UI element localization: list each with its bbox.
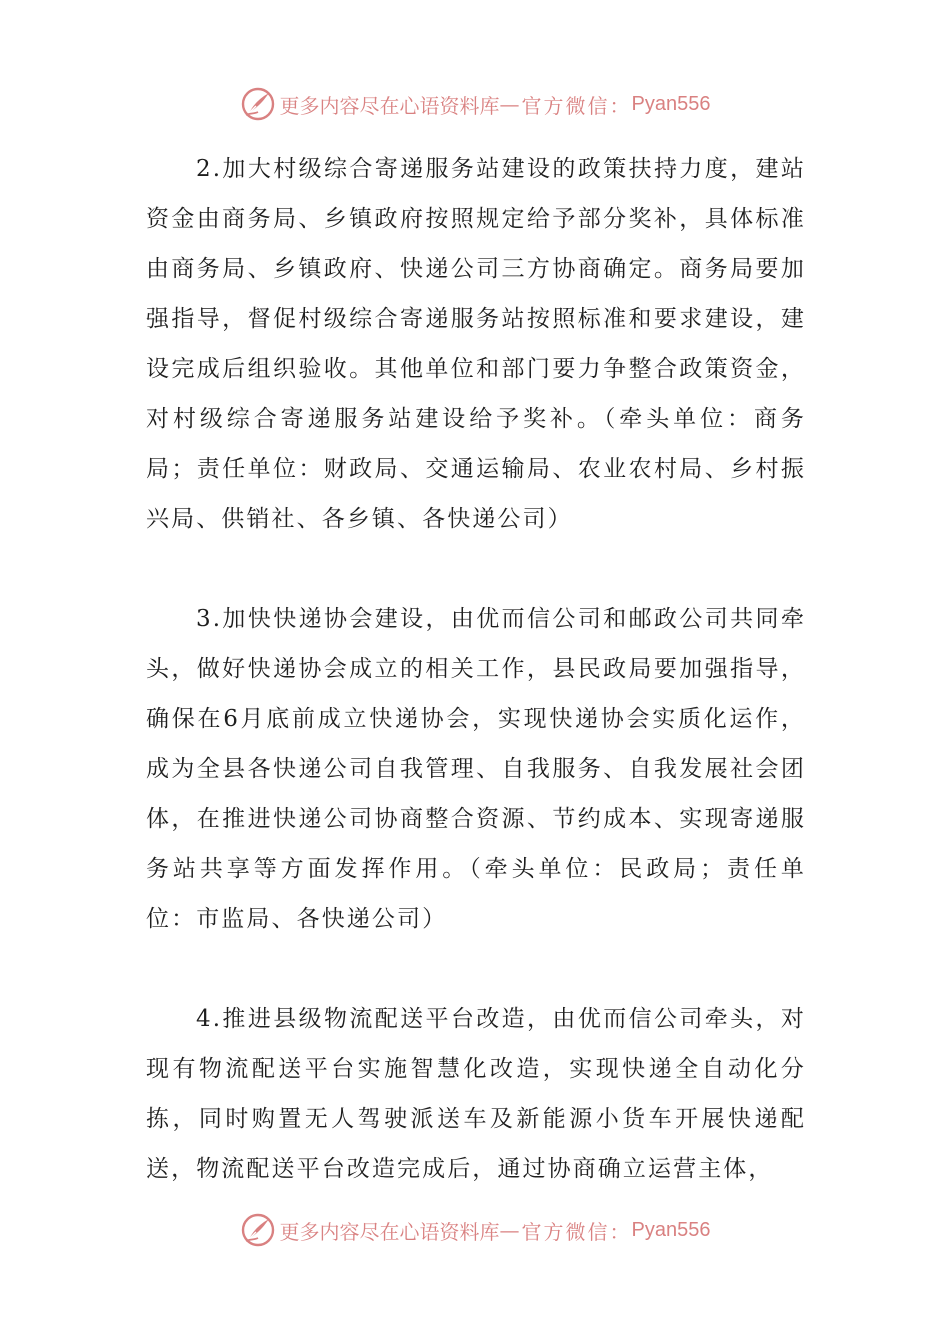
quill-logo-icon — [240, 86, 276, 122]
banner-wechat-label: 官方微信： — [521, 1219, 632, 1244]
document-body — [146, 144, 806, 1194]
banner-wechat-id: Pyan556 — [631, 92, 711, 115]
banner-dash: — — [499, 92, 522, 116]
paragraph-item-2: 2.加大村级综合寄递服务站建设的政策扶持力度，建站资金由商务局、乡镇政府按照规定给予部分奖补，具体标准由商务局、乡镇政府、快递公司三方协商确定。商务局要加强指导，督促村级综合寄递服务站按照标准和要求建设，建设完成后组织验收。其他单位和部门要力争整合政策资金，对村级综合寄递服务站建设给予奖补。（牵头单位：商务局；责任单位：财政局、交通运输局、农业农村局、乡村振兴局、供销社、各乡镇、各快递公司） — [146, 156, 806, 532]
footer-watermark-banner — [0, 1208, 950, 1252]
header-watermark-banner — [0, 82, 950, 126]
paragraph-item-4: 4.推进县级物流配送平台改造，由优而信公司牵头，对现有物流配送平台实施智慧化改造，实现快递全自动化分拣，同时购置无人驾驶派送车及新能源小货车开展快递配送，物流配送平台改造完成后，通过协商确立运营主体， — [146, 1006, 806, 1182]
banner-slogan: 更多内容尽在心语资料库 — [279, 93, 500, 118]
paragraph-item-3: 3.加快快递协会建设，由优而信公司和邮政公司共同牵头，做好快递协会成立的相关工作，县民政局要加强指导，确保在6月底前成立快递协会，实现快递协会实质化运作，成为全县各快递公司自我管理、自我服务、自我发展社会团体，在推进快递公司协商整合资源、节约成本、实现寄递服务站共享等方面发挥作用。（牵头单位：民政局；责任单位：市监局、各快递公司） — [146, 606, 806, 932]
banner-dash: — — [499, 1218, 522, 1242]
banner-wechat-id: Pyan556 — [631, 1218, 711, 1241]
quill-logo-icon — [240, 1212, 276, 1248]
banner-slogan: 更多内容尽在心语资料库 — [279, 1219, 500, 1244]
banner-wechat-label: 官方微信： — [521, 93, 632, 118]
